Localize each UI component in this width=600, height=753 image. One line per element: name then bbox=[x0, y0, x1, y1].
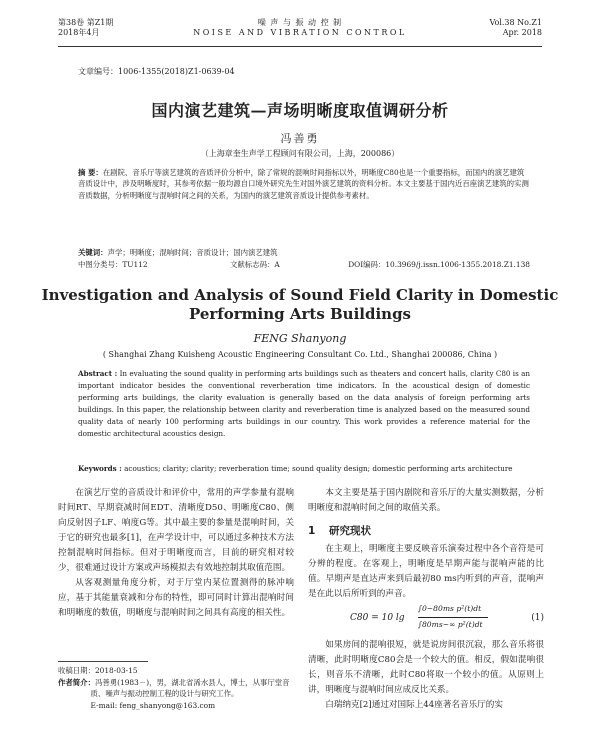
equation-denominator: ∫80ms~∞ p²(t)dt bbox=[418, 620, 483, 629]
section-number: 1 bbox=[308, 525, 316, 537]
abstract-en-label: Abstract : bbox=[78, 369, 118, 378]
body-paragraph: 在演艺厅堂的音质设计和评价中，常用的声学参量有混响时间RT、早期衰减时间EDT、清晰度D50、明晰度C80、侧向反射因子LF、响度G等。其中最主要的参量是混响时间，关于它的研究也最多[1]，在声学设计中，可以通过多种技术方法控制混响时间指标。但对于明晰度而言，目前的研究相对较少，很难通过设计方案或声场模拟去有效地控制其取值范围。 bbox=[58, 488, 294, 573]
keywords-text: 声学；明晰度；混响时间；音质设计；国内演艺建筑 bbox=[107, 248, 278, 257]
clc-number: 中图分类号：TU112 bbox=[78, 260, 148, 269]
keywords-label: 关键词： bbox=[78, 248, 108, 257]
body-paragraph: 从客观测量角度分析，对于厅堂内某位置测得的脉冲响应，基于其能量衰减和分布的特性，即可同时计算出混响时间和明晰度的数值，明晰度与混响时间之间具有高度的相关性。 bbox=[58, 578, 294, 618]
equation-c80 bbox=[308, 604, 544, 634]
abstract-en-text: In evaluating the sound quality in performing arts buildings such as theaters and concert halls, clarity C80 is an important indicator besides the conventional reverberation time indicators. In the acoustical design of domestic performing arts buildings, the clarity evaluation is generally based on the data analysis of foreign performing arts buildings. In this paper, the relationship between clarity and reverberation time is analyzed based on the measured sound quality data of nearly 100 performing arts buildings in our country. This work provides a reference material for the domestic architectural acoustics design. bbox=[78, 369, 530, 439]
journal-name-cn: 噪 声 与 振 动 控 制 bbox=[257, 18, 343, 27]
keywords-en bbox=[78, 464, 530, 474]
footnote-divider bbox=[58, 661, 148, 662]
author-bio bbox=[58, 677, 294, 700]
document-code: 文献标志码：A bbox=[230, 260, 280, 269]
keywords-en-text: acoustics; clarity; clarity; reverberation time; sound quality design; domestic performing arts architecture bbox=[124, 464, 513, 473]
footnote bbox=[58, 665, 294, 711]
author-bio-label: 作者简介： bbox=[58, 677, 95, 687]
section-title: 研究现状 bbox=[328, 525, 371, 537]
section-heading bbox=[308, 523, 371, 538]
body-paragraph: 白瑞纳克[2]通过对国际上44座著名音乐厅的实 bbox=[325, 700, 503, 710]
running-header bbox=[58, 18, 542, 47]
abstract-label: 摘 要： bbox=[78, 168, 103, 177]
english-title bbox=[0, 286, 600, 324]
right-column-body2 bbox=[308, 638, 544, 713]
keywords-cn bbox=[78, 247, 530, 258]
right-column-intro bbox=[308, 486, 544, 516]
affiliation-cn: （上海章奎生声学工程顾问有限公司，上海，200086） bbox=[200, 149, 400, 158]
english-title-line2: Performing Arts Buildings bbox=[188, 305, 411, 323]
journal-volume: 第38卷 第Z1期 bbox=[58, 18, 114, 27]
classification-row bbox=[78, 259, 530, 271]
author-bio-text: 冯善勇(1983－)，男，湖北省浠水县人，博士，从事厅堂音质、噪声与振动控制工程的设计与研究工作。 bbox=[90, 677, 290, 698]
body-paragraph: 本文主要是基于国内剧院和音乐厅的大量实测数据，分析明晰度和混响时间之间的取值关系。 bbox=[308, 488, 544, 513]
affiliation-en: ( Shanghai Zhang Kuisheng Acoustic Engineering Consultant Co. Ltd., Shanghai 200086, China ) bbox=[102, 350, 498, 359]
journal-date: 2018年4月 bbox=[58, 28, 100, 37]
abstract-cn bbox=[78, 167, 530, 201]
author-name-cn: 冯善勇 bbox=[280, 132, 320, 145]
article-id: 文章编号：1006-1355(2018)Z1-0639-04 bbox=[78, 67, 235, 76]
equation-lhs: C80 = 10 lg bbox=[350, 613, 405, 623]
doi: DOI编码：10.3969/j.issn.1006-1355.2018.Z1.138 bbox=[348, 260, 530, 269]
english-title-line1: Investigation and Analysis of Sound Field Clarity in Domestic bbox=[41, 286, 559, 304]
abstract-text: 在剧院、音乐厅等演艺建筑的音质评价分析中，除了常规的混响时间指标以外，明晰度C80也是一个重要指标，而国内的演艺建筑音质设计中，涉及明晰度时，其参考依据一般均源自口境外研究先生对国外演艺建筑的资料分析。本文主要基于国内近百座演艺建筑的实测音质数据，分析明晰度与混响时间之间的关系，为国内的演艺建筑音质设计提供参考素材。 bbox=[78, 168, 529, 200]
right-column-body1 bbox=[308, 542, 544, 602]
page-title: 国内演艺建筑—声场明晰度取值调研分析 bbox=[151, 101, 449, 120]
equation-numerator: ∫0~80ms p²(t)dt bbox=[418, 604, 482, 613]
fraction-bar bbox=[418, 617, 488, 618]
keywords-en-label: Keywords : bbox=[78, 464, 122, 473]
journal-volume-en: Vol.38 No.Z1 bbox=[489, 18, 542, 27]
body-paragraph: 如果房间的混响很短，就是说房间很沉寂，那么音乐将很清晰，此时明晰度C80会是一个较大的值。相反，假如混响很长，则音乐不清晰，此时C80将取一个较小的值。从原则上讲，明晰度与混响时间应成反比关系。 bbox=[308, 640, 544, 695]
body-paragraph: 在主观上，明晰度主要反映音乐演奏过程中各个音符是可分辨的程度。在客观上，明晰度是早期声能与混响声能的比值。早期声是直达声来到后最初80 ms内听到的声音，混响声是在此以后所听到的声音。 bbox=[308, 544, 544, 599]
journal-name-en: NOISE AND VIBRATION CONTROL bbox=[193, 28, 407, 37]
abstract-en bbox=[78, 368, 530, 441]
equation-number: (1) bbox=[531, 613, 544, 623]
author-name-en: FENG Shanyong bbox=[253, 332, 347, 345]
left-column bbox=[58, 486, 294, 621]
received-date: 收稿日期：2018-03-15 bbox=[58, 666, 138, 675]
journal-date-en: Apr. 2018 bbox=[502, 28, 542, 37]
author-email: E-mail: feng_shanyong@163.com bbox=[90, 700, 216, 710]
